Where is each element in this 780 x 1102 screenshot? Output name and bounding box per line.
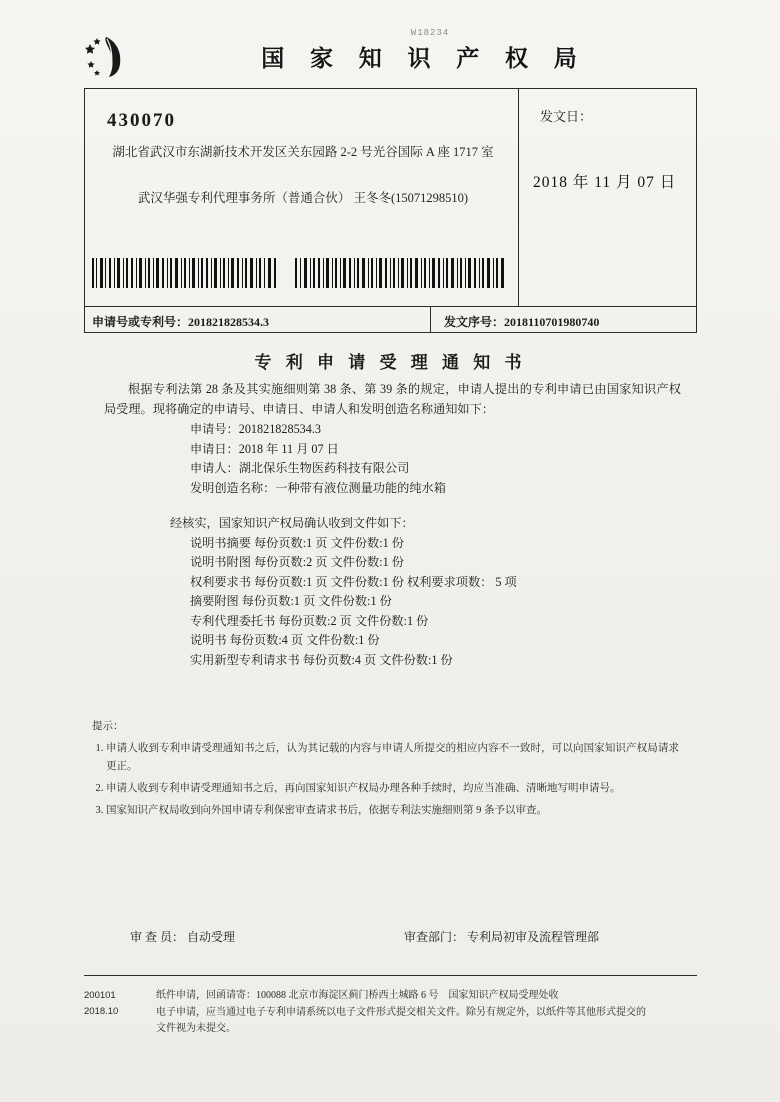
field-applicant: 申请人：湖北保乐生物医药科技有限公司: [190, 461, 410, 475]
department-value: 专利局初审及流程管理部: [467, 930, 600, 944]
application-number-row: [92, 313, 269, 330]
office-title: 国 家 知 识 产 权 局: [261, 46, 587, 71]
footer-code-1: 200101: [84, 990, 116, 1001]
postal-code: 430070: [107, 110, 176, 131]
frame-line-vertical-split2: [430, 306, 431, 332]
frame-line-mid: [84, 306, 697, 307]
footer-line-2: 电子申请，应当通过电子专利申请系统以电子文件形式提交相关文件。除另有规定外，以纸件等其他形式提交的: [156, 1006, 646, 1018]
serial-number-label: 发文序号：: [444, 315, 505, 329]
intro-paragraph: 根据专利法第 28 条及其实施细则第 38 条、第 39 条的规定，申请人提出的专利申请已由国家知识产权局受理。现将确定的申请号、申请日、申请人和发明创造名称通知如下：: [104, 382, 681, 416]
application-number-label: 申请号或专利号：: [92, 315, 189, 329]
tip-item: 1. 申请人收到专利申请受理通知书之后，认为其记载的内容与申请人所提交的相应内容不一致时，可以向国家知识产权局请求更正。: [106, 740, 697, 776]
serial-number-value: 2018110701980740: [504, 315, 600, 329]
footer-text: [156, 988, 701, 1038]
examiner-value: 自动受理: [187, 930, 236, 944]
application-number-value: 201821828534.3: [188, 315, 270, 329]
footer-line-1: 纸件申请，回函请寄：100088 北京市海淀区蓟门桥西土城路 6 号 国家知识产权局受理处收: [156, 990, 559, 1001]
examiner-field: [130, 928, 235, 945]
document-item: 说明书摘要 每份页数:1 页 文件份数:1 份: [190, 535, 404, 550]
frame-line-left: [84, 88, 85, 332]
barcode-right: [295, 258, 505, 288]
document-body: [84, 380, 697, 670]
frame-line-top: [84, 88, 697, 89]
agent-line: 武汉华强专利代理事务所（普通合伙） 王冬冬(15071298510): [137, 191, 469, 205]
serial-number-row: [444, 313, 599, 330]
tip-item: 2. 申请人收到专利申请受理通知书之后，再向国家知识产权局办理各种手续时，均应当准确、清晰地写明申请号。: [106, 780, 697, 798]
footer-code-2: 2018.10: [84, 1005, 119, 1017]
frame-line-vertical-split: [518, 88, 519, 306]
document-header: [84, 32, 696, 84]
document-title: 专 利 申 请 受 理 通 知 书: [254, 353, 527, 372]
application-fields: [84, 420, 697, 498]
tip-item: 3. 国家知识产权局收到向外国申请专利保密审查请求书后，依据专利法实施细则第 9 条予以审查。: [106, 802, 697, 820]
stamp-code-value: W18234: [410, 28, 450, 38]
footer-line-3: 文件视为未提交。: [156, 1023, 236, 1034]
document-item: 实用新型专利请求书 每份页数:4 页 文件份数:1 份: [190, 652, 453, 667]
footer-codes: [84, 988, 144, 1019]
documents-received: [84, 514, 697, 670]
frame-line-bottom: [84, 975, 697, 976]
field-invention-title: 发明创造名称：一种带有液位测量功能的纯水箱: [190, 480, 446, 495]
documents-lead: 经核实，国家知识产权局确认收到文件如下：: [170, 516, 414, 530]
field-application-no: 申请号：201821828534.3: [190, 422, 322, 436]
department-field: [404, 928, 599, 945]
document-item: 说明书 每份页数:4 页 文件份数:1 份: [190, 633, 380, 647]
barcode-left: [92, 258, 277, 288]
cnipa-logo-icon: [84, 34, 136, 80]
tips-section: [84, 718, 697, 824]
issue-date-value: 2018 年 11 月 07 日: [533, 174, 677, 191]
frame-line-row2: [84, 332, 697, 333]
issue-date-label: 发文日：: [540, 109, 593, 124]
frame-line-right: [696, 88, 697, 332]
document-item: 权利要求书 每份页数:1 页 文件份数:1 份 权利要求项数： 5 项: [190, 574, 517, 589]
document-item: 摘要附图 每份页数:1 页 文件份数:1 份: [190, 594, 392, 608]
tips-label: 提示：: [92, 721, 124, 732]
document-item: 专利代理委托书 每份页数:2 页 文件份数:1 份: [190, 613, 429, 628]
field-application-date: 申请日：2018 年 11 月 07 日: [190, 441, 339, 456]
examiner-label: 审 查 员：: [130, 930, 185, 944]
recipient-address: 湖北省武汉市东湖新技术开发区关东园路 2-2 号光谷国际 A 座 1717 室: [112, 145, 494, 159]
department-label: 审查部门：: [404, 930, 465, 944]
tips-list: [84, 740, 697, 820]
document-item: 说明书附图 每份页数:2 页 文件份数:1 份: [190, 555, 404, 569]
